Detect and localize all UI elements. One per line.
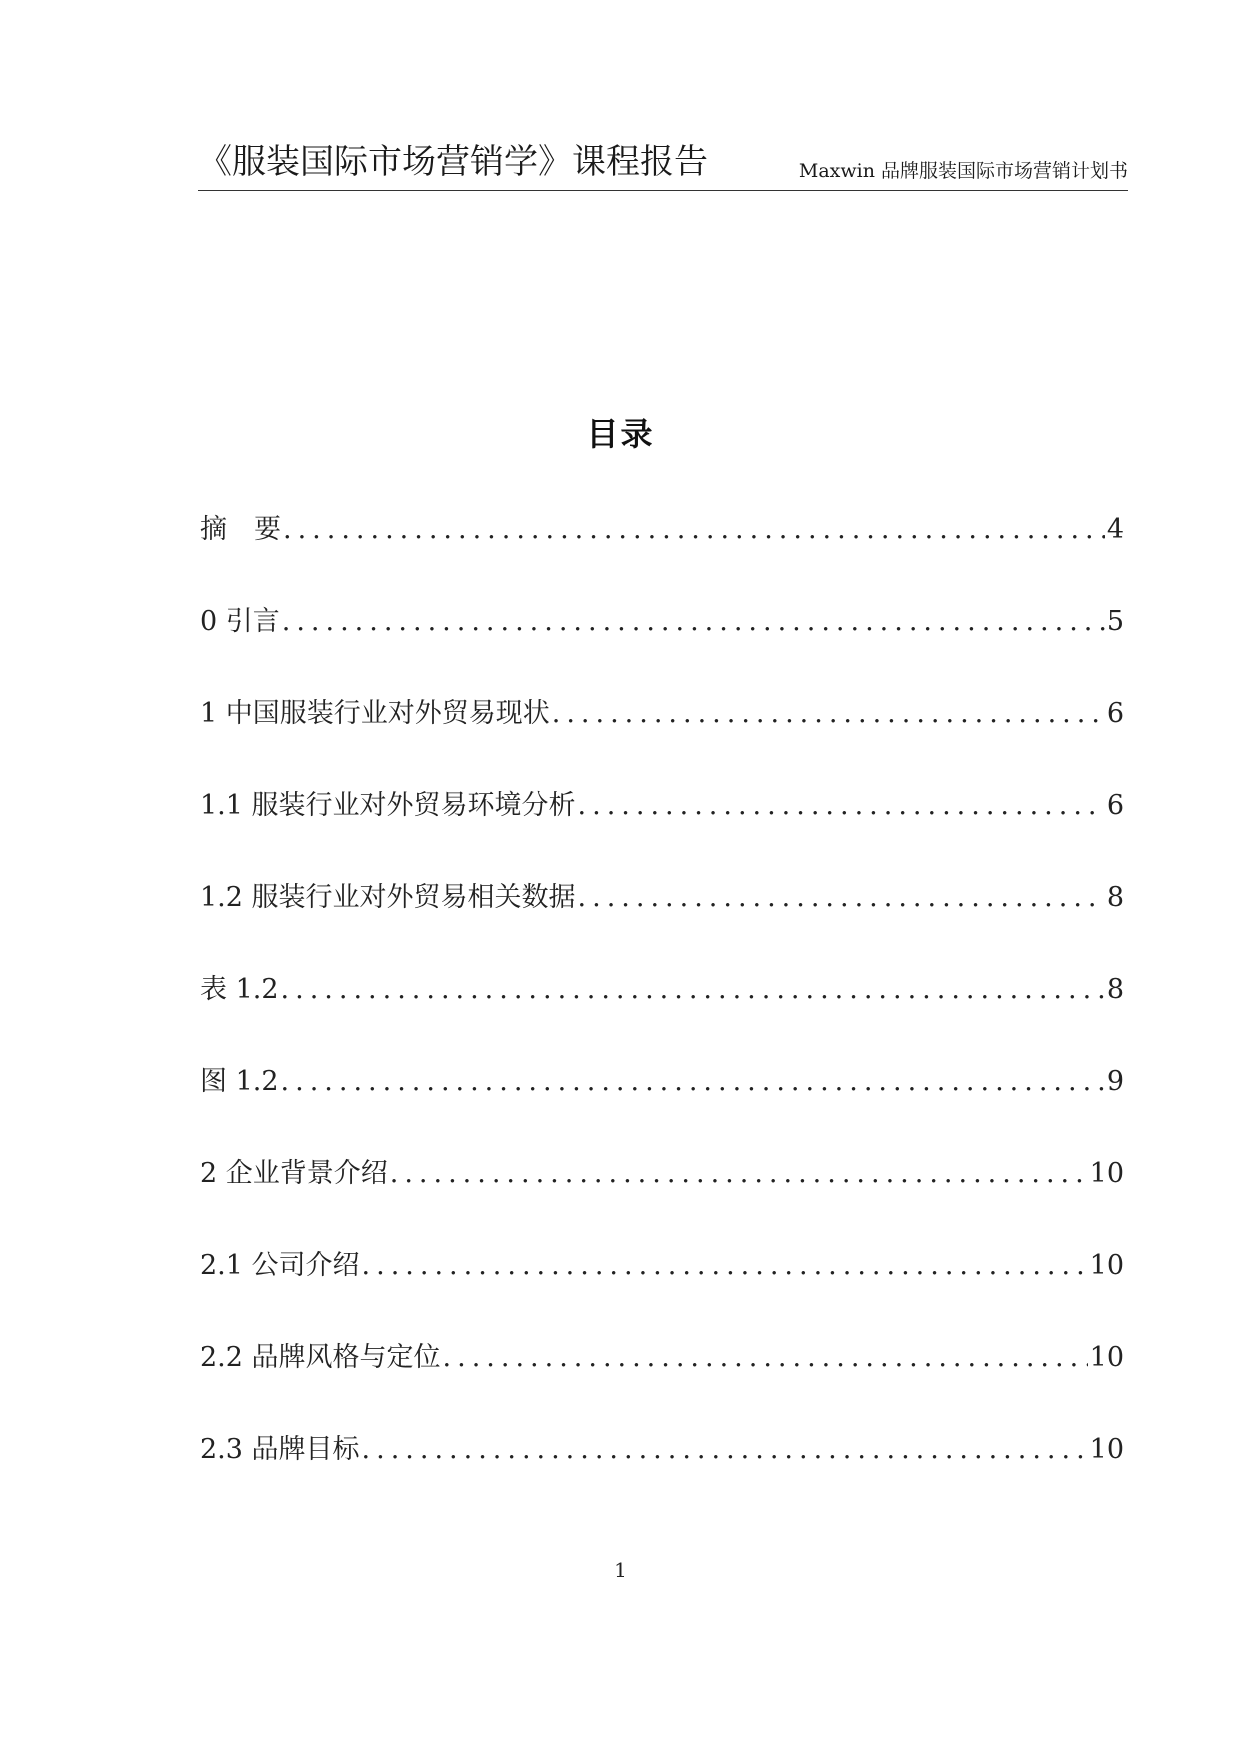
toc-entry-page: 10 (1089, 1342, 1124, 1373)
toc-leader-dots (578, 786, 1105, 826)
toc-entry-table-1-2[interactable] (200, 970, 1124, 1062)
header-divider (198, 190, 1128, 191)
toc-entry-label: 2.2 品牌风格与定位 (200, 1342, 441, 1373)
toc-entry-figure-1-2[interactable] (200, 1062, 1124, 1154)
page-header (198, 140, 1128, 192)
toc-entry-label: 表 1.2 (200, 974, 279, 1005)
toc-entry-label: 1 中国服装行业对外贸易现状 (200, 698, 550, 729)
toc-leader-dots (282, 602, 1105, 642)
toc-leader-dots (552, 694, 1105, 734)
toc-leader-dots (281, 970, 1105, 1010)
toc-leader-dots (362, 1246, 1088, 1286)
page-number: 1 (614, 1558, 627, 1582)
toc-entry-section-1-1[interactable] (200, 786, 1124, 878)
toc-entry-page: 4 (1106, 514, 1124, 545)
toc-leader-dots (283, 510, 1105, 550)
toc-entry-label: 图 1.2 (200, 1066, 279, 1097)
toc-entry-label: 2 企业背景介绍 (200, 1158, 388, 1189)
toc-entry-page: 5 (1106, 606, 1124, 637)
toc-entry-page: 8 (1106, 974, 1124, 1005)
toc-entry-abstract[interactable] (200, 510, 1124, 602)
toc-heading: 目录 (586, 415, 655, 453)
table-of-contents (200, 510, 1124, 1522)
toc-entry-section-2-2[interactable] (200, 1338, 1124, 1430)
toc-entry-page: 10 (1089, 1250, 1124, 1281)
toc-entry-label: 1.1 服装行业对外贸易环境分析 (200, 790, 576, 821)
toc-leader-dots (390, 1154, 1088, 1194)
toc-leader-dots (362, 1430, 1088, 1470)
toc-entry-label: 2.3 品牌目标 (200, 1434, 360, 1465)
toc-entry-label: 0 引言 (200, 606, 280, 637)
toc-entry-section-2-3[interactable] (200, 1430, 1124, 1522)
toc-entry-section-1-2[interactable] (200, 878, 1124, 970)
toc-entry-section-2-1[interactable] (200, 1246, 1124, 1338)
course-title: 《服装国际市场营销学》课程报告 (198, 142, 708, 182)
toc-entry-section-1[interactable] (200, 694, 1124, 786)
document-subtitle: Maxwin 品牌服装国际市场营销计划书 (798, 160, 1128, 182)
toc-entry-page: 9 (1106, 1066, 1124, 1097)
toc-entry-page: 10 (1089, 1434, 1124, 1465)
toc-leader-dots (578, 878, 1105, 918)
toc-entry-page: 6 (1106, 790, 1124, 821)
toc-entry-label: 1.2 服装行业对外贸易相关数据 (200, 882, 576, 913)
toc-entry-label: 2.1 公司介绍 (200, 1250, 360, 1281)
toc-entry-label: 摘 要 (200, 514, 281, 545)
toc-entry-page: 6 (1106, 698, 1124, 729)
toc-leader-dots (281, 1062, 1105, 1102)
toc-entry-introduction[interactable] (200, 602, 1124, 694)
toc-entry-section-2[interactable] (200, 1154, 1124, 1246)
toc-leader-dots (443, 1338, 1088, 1378)
toc-entry-page: 8 (1106, 882, 1124, 913)
toc-entry-page: 10 (1089, 1158, 1124, 1189)
